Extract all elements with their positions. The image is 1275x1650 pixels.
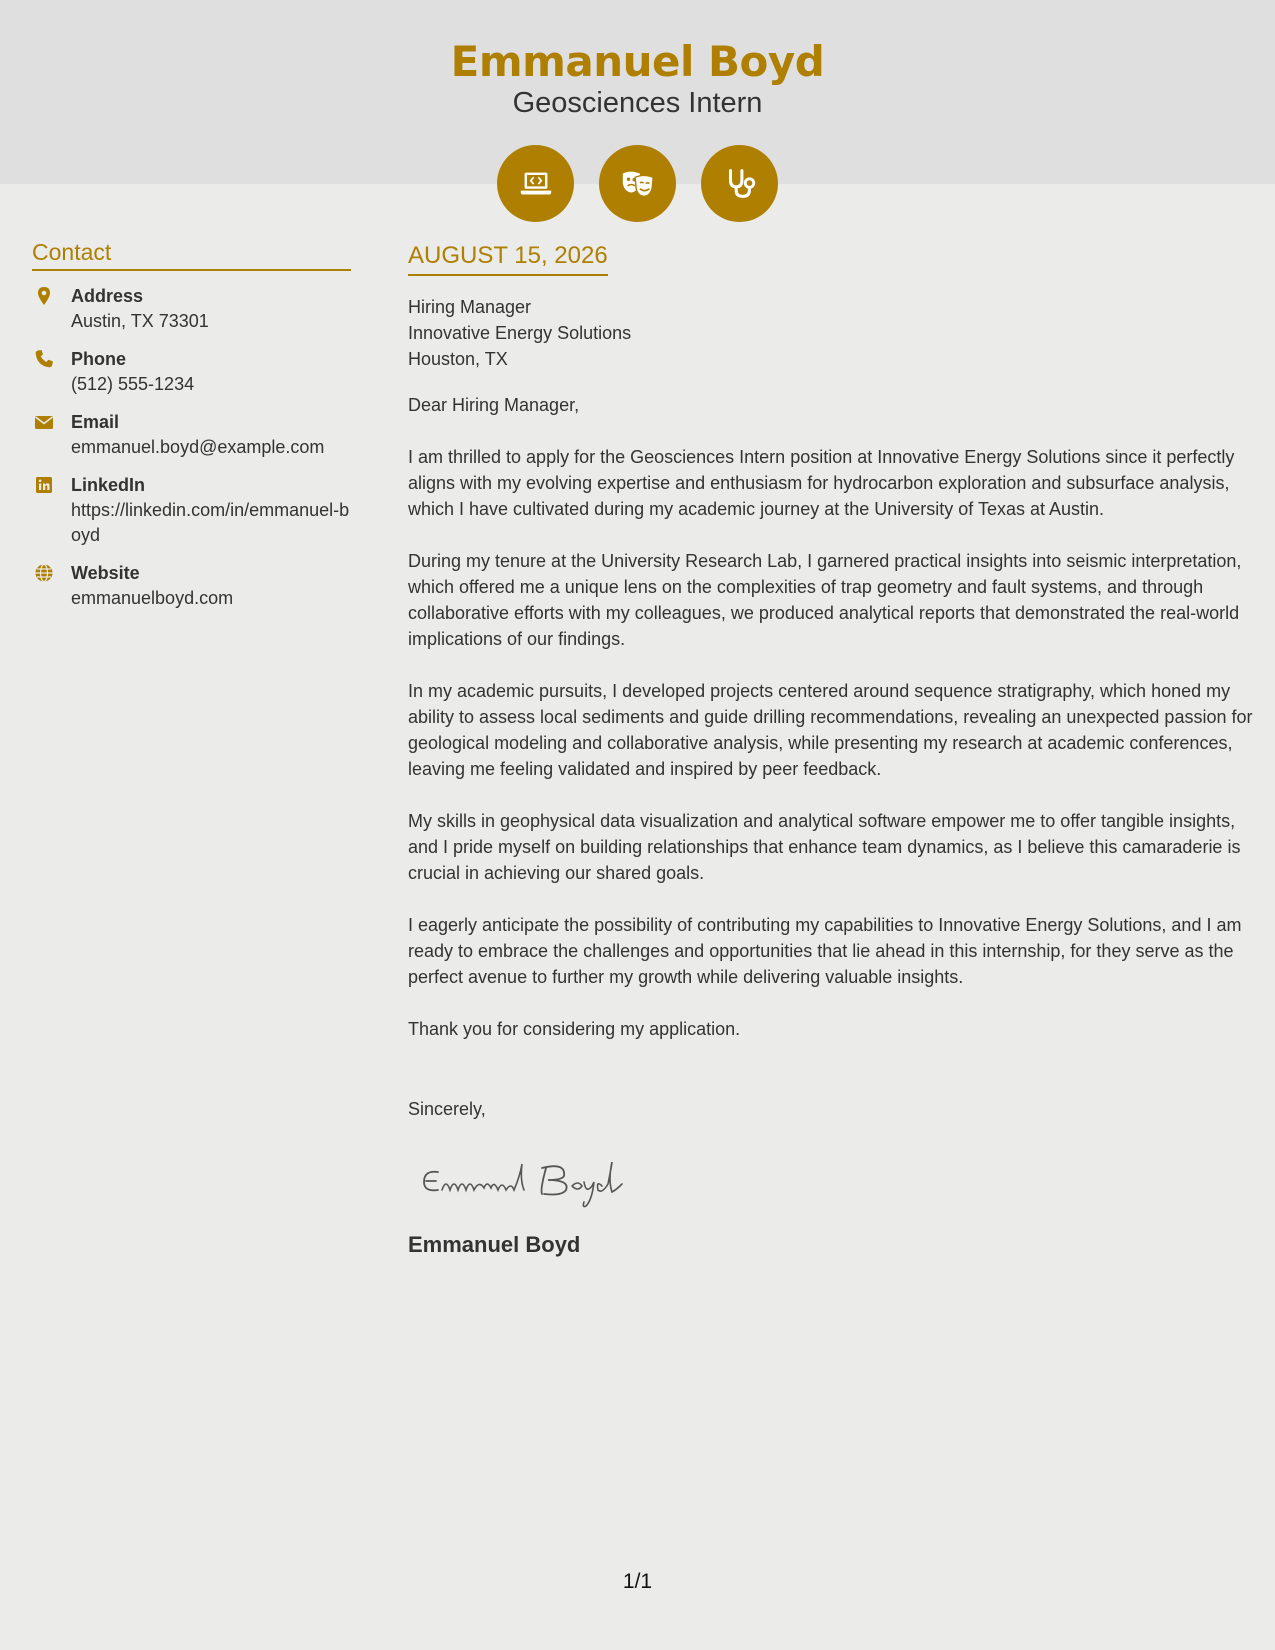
linkedin-icon (34, 475, 54, 495)
recipient-line: Hiring Manager (408, 297, 532, 317)
paragraph: During my tenure at the University Research Lab, I garnered practical insights into seismic interpretation, which offered me a unique lens on the complexities of trap geometry and fault systems, and through collaborative efforts with my colleagues, we produced analytical reports that demonstrated the real-world implications of our findings. (408, 551, 1242, 649)
contact-linkedin (32, 473, 351, 548)
paragraph: I am thrilled to apply for the Geosciences Intern position at Innovative Energy Solutions since it perfectly aligns with my evolving expertise and enthusiasm for hydrocarbon exploration and subsurface analysis, which I have cultivated during my academic journey at the University of Texas at Austin. (408, 447, 1235, 519)
map-pin-icon (34, 286, 54, 306)
contact-phone (32, 347, 351, 397)
letter-date: AUGUST 15, 2026 (408, 240, 608, 276)
applicant-role: Geosciences Intern (512, 87, 763, 119)
paragraph: In my academic pursuits, I developed projects centered around sequence stratigraphy, which honed my ability to assess local sediments and guide drilling recommendations, revealing an unexpected passion for geological modeling and collaborative analysis, while presenting my research at academic conferences, leaving me feeling validated and inspired by peer feedback. (408, 681, 1253, 779)
letter-body (408, 240, 1253, 1260)
website-label: Website (71, 563, 140, 583)
address-label: Address (71, 286, 144, 306)
contact-email (32, 410, 351, 460)
website-value: emmanuelboyd.com (71, 588, 234, 608)
closing: Sincerely, (408, 1099, 486, 1119)
page-number: 1/1 (622, 1570, 653, 1593)
paragraph: I eagerly anticipate the possibility of contributing my capabilities to Innovative Energy Solutions, and I am ready to embrace the challenges and opportunities that lie ahead in this internship, for they serve as the perfect avenue to further my growth while delivering valuable insights. (408, 915, 1242, 987)
contact-address (32, 284, 351, 334)
contact-heading: Contact (32, 236, 351, 271)
interest-icons (0, 145, 1275, 222)
recipient-line: Houston, TX (408, 349, 508, 369)
phone-icon (34, 349, 54, 369)
contact-website (32, 561, 351, 611)
globe-icon (34, 563, 54, 583)
envelope-icon (34, 412, 54, 432)
recipient-block (408, 294, 1253, 372)
contact-sidebar (32, 236, 351, 611)
recipient-line: Innovative Energy Solutions (408, 323, 632, 343)
address-value: Austin, TX 73301 (71, 311, 209, 331)
signature-image (416, 1150, 1253, 1210)
theater-masks-icon (599, 145, 676, 222)
paragraph: Thank you for considering my application. (408, 1019, 741, 1039)
email-label: Email (71, 412, 120, 432)
paragraph: My skills in geophysical data visualization and analytical software empower me to offer tangible insights, and I pride myself on building relationships that enhance team dynamics, as I believe this camaraderie is crucial in achieving our shared goals. (408, 811, 1241, 883)
salutation: Dear Hiring Manager, (408, 395, 580, 415)
applicant-name: Emmanuel Boyd (450, 37, 825, 86)
phone-label: Phone (71, 349, 127, 369)
phone-value: (512) 555-1234 (71, 374, 195, 394)
linkedin-value: https://linkedin.com/in/emmanuel-boyd (71, 500, 350, 545)
email-value: emmanuel.boyd@example.com (71, 437, 325, 457)
laptop-code-icon (497, 145, 574, 222)
signer-name: Emmanuel Boyd (408, 1232, 581, 1257)
linkedin-label: LinkedIn (71, 475, 146, 495)
stethoscope-icon (701, 145, 778, 222)
